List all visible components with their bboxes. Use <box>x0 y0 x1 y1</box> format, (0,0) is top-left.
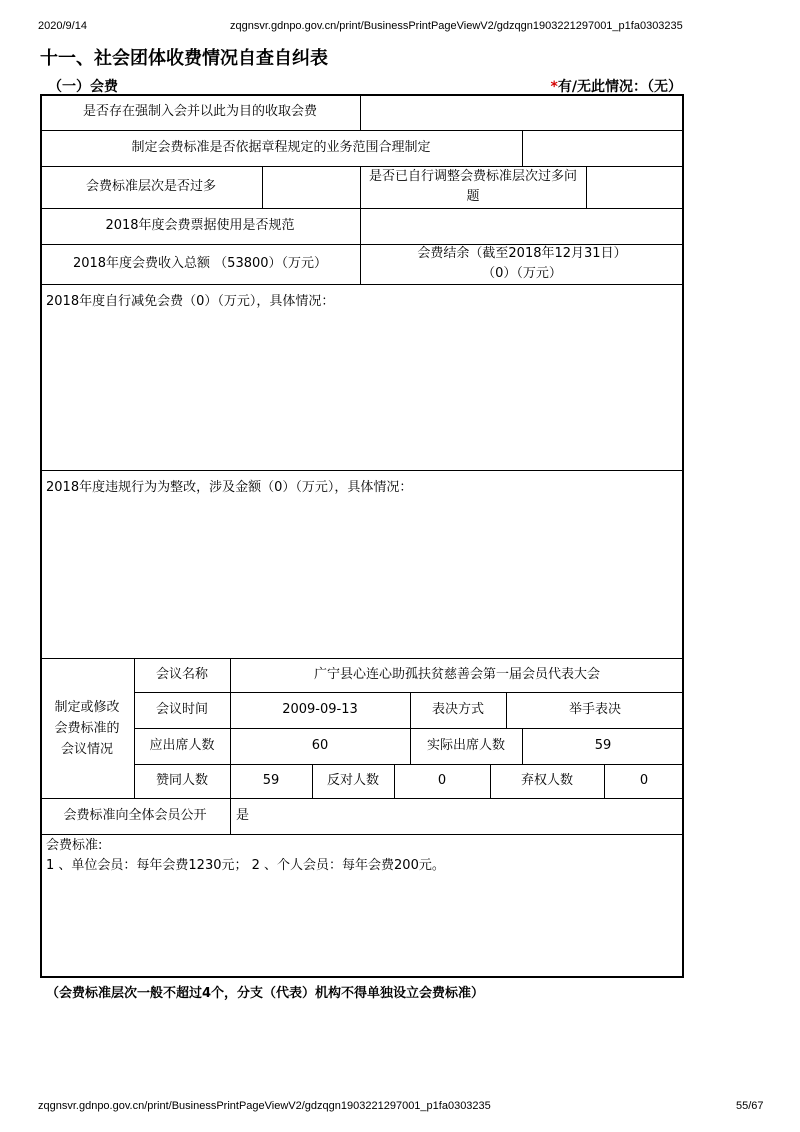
abstain-count-value: 0 <box>639 773 649 788</box>
col-divider <box>360 208 361 244</box>
page-title: 十一、社会团体收费情况自查自纠表 <box>40 48 328 69</box>
income-total: 2018年度会费收入总额 （53800）（万元） <box>72 256 328 271</box>
fee-levels-note: （会费标准层次一般不超过4个，分支（代表）机构不得单独设立会费标准） <box>46 986 485 1001</box>
meeting-time-value: 2009-09-13 <box>282 702 358 717</box>
expected-attendance-value: 60 <box>311 738 329 753</box>
meeting-name-value: 广宁县心连心助孤扶贫慈善会第一届会员代表大会 <box>313 667 600 682</box>
section-title: （一）会费 <box>48 79 118 95</box>
row-divider <box>40 284 684 285</box>
fee-balance <box>360 244 684 284</box>
page-number: 55/67 <box>736 1100 764 1112</box>
col-divider <box>522 130 523 166</box>
status-text: 有/无此情况：（无） <box>557 79 682 95</box>
actual-attendance-value: 59 <box>594 738 612 753</box>
fee-balance-line2: （0）（万元） <box>482 266 562 281</box>
row-divider <box>40 834 684 835</box>
vote-method-label: 表决方式 <box>431 702 484 717</box>
col-divider <box>586 166 587 208</box>
footer-url: zqgnsvr.gdnpo.gov.cn/print/BusinessPrintPageViewV2/gdzqgn1903221297001_p1fa0303235 <box>38 1100 491 1112</box>
abstain-count-label: 弃权人数 <box>520 773 573 788</box>
agree-count-label: 赞同人数 <box>155 773 208 788</box>
required-star: * <box>550 79 558 95</box>
public-disclosure-value: 是 <box>236 808 250 823</box>
oppose-count-label: 反对人数 <box>326 773 379 788</box>
print-date: 2020/9/14 <box>38 20 87 32</box>
vote-method-value: 举手表决 <box>568 702 621 717</box>
standard-basis-label: 制定会费标准是否依据章程规定的业务范围合理制定 <box>131 140 431 155</box>
meeting-label-line2: 会费标准的 <box>54 720 120 736</box>
fee-balance-line1: 会费结余（截至2018年12月31日） <box>417 246 627 261</box>
fee-standard-text: 1 、单位会员：每年会费1230元； 2 、个人会员：每年会费200元。 <box>46 858 445 873</box>
status-label <box>551 76 682 96</box>
actual-attendance-label: 实际出席人数 <box>426 738 505 753</box>
violations: 2018年度违规行为为整改，涉及金额（0）（万元），具体情况： <box>46 480 413 495</box>
fee-standard <box>46 836 445 876</box>
levels-too-many-label: 会费标准层次是否过多 <box>85 179 216 194</box>
waived-fees: 2018年度自行减免会费（0）（万元），具体情况： <box>46 294 335 309</box>
self-adjusted-label: 是否已自行调整会费标准层次过多问题 <box>368 169 577 204</box>
meeting-name-label: 会议名称 <box>155 667 208 682</box>
receipts-label: 2018年度会费票据使用是否规范 <box>105 218 295 233</box>
meeting-time-label: 会议时间 <box>155 702 208 717</box>
row-divider <box>40 470 684 471</box>
print-url: zqgnsvr.gdnpo.gov.cn/print/BusinessPrintPageViewV2/gdzqgn1903221297001_p1fa0303235 <box>230 20 683 32</box>
meeting-section-label <box>40 658 134 798</box>
expected-attendance-label: 应出席人数 <box>149 738 215 753</box>
public-disclosure-label: 会费标准向全体会员公开 <box>63 808 207 823</box>
oppose-count-value: 0 <box>437 773 447 788</box>
forced-join-label: 是否存在强制入会并以此为目的收取会费 <box>82 104 317 119</box>
fee-standard-label: 会费标准: <box>46 838 103 853</box>
meeting-label-line3: 会议情况 <box>60 741 113 757</box>
col-divider <box>262 166 263 208</box>
meeting-label-line1: 制定或修改 <box>54 699 120 715</box>
col-divider <box>360 94 361 130</box>
agree-count-value: 59 <box>262 773 280 788</box>
